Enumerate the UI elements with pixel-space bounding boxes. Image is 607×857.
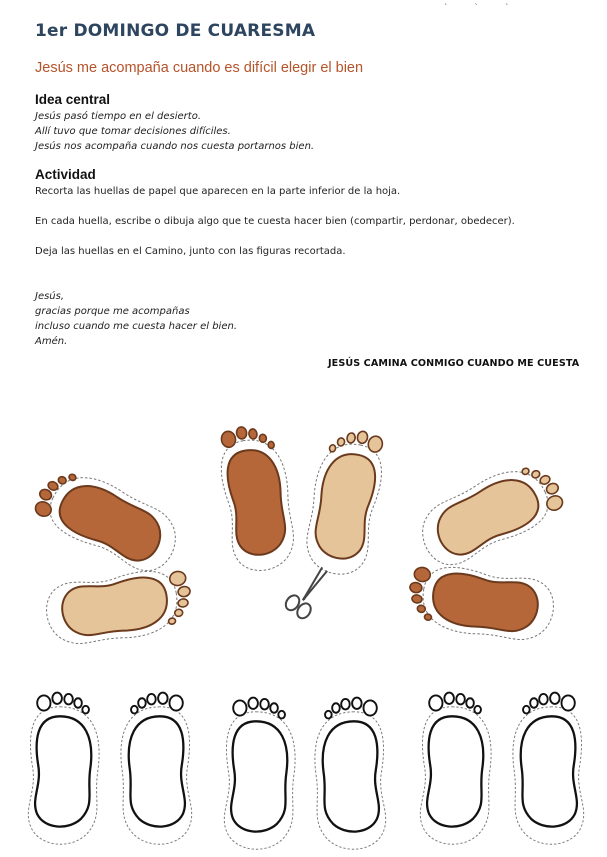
footprint-dark-2 — [212, 421, 301, 575]
actividad-heading: Actividad — [35, 167, 96, 182]
outline-footprint-2 — [121, 693, 192, 845]
oracion-line-3: incluso cuando me cuesta hacer el bien. — [35, 321, 237, 332]
oracion-line-4: Amén. — [35, 336, 68, 347]
footprint-dark-3 — [404, 558, 558, 647]
outline-footprint-4 — [315, 698, 386, 850]
actividad-step-3: Deja las huellas en el Camino, junto con las figuras recortada. — [35, 246, 346, 257]
footprint-light-3 — [411, 453, 570, 573]
idea-central-line-1: Jesús pasó tiempo en el desierto. — [35, 111, 202, 122]
footprint-light-1 — [42, 562, 196, 651]
idea-central-line-3: Jesús nos acompaña cuando nos cuesta portarnos bien. — [35, 141, 315, 152]
corner-marks: ` ` ` — [444, 3, 522, 12]
footprint-light-2 — [298, 424, 392, 579]
outline-footprint-5 — [420, 693, 491, 845]
idea-central-heading: Idea central — [35, 92, 111, 107]
oracion-line-2: gracias porque me acompañas — [35, 306, 190, 317]
oracion-line-1: Jesús, — [35, 291, 65, 302]
outline-footprint-1 — [28, 693, 99, 845]
page-title: 1er DOMINGO DE CUARESMA — [35, 21, 316, 41]
footprint-dark-1 — [28, 459, 187, 579]
outline-footprints-row — [28, 693, 583, 850]
actividad-step-2: En cada huella, escribe o dibuja algo que te cuesta hacer bien (compartir, perdonar, obedecer). — [35, 216, 515, 227]
tagline: JESÚS CAMINA CONMIGO CUANDO ME CUESTA — [328, 358, 580, 369]
outline-footprint-3 — [224, 698, 295, 850]
actividad-step-1: Recorta las huellas de papel que aparecen en la parte inferior de la hoja. — [35, 186, 401, 197]
outline-footprint-6 — [513, 693, 584, 845]
idea-central-line-2: Allí tuvo que tomar decisiones difíciles. — [35, 126, 231, 137]
page-subtitle: Jesús me acompaña cuando es difícil elegir el bien — [35, 60, 364, 76]
